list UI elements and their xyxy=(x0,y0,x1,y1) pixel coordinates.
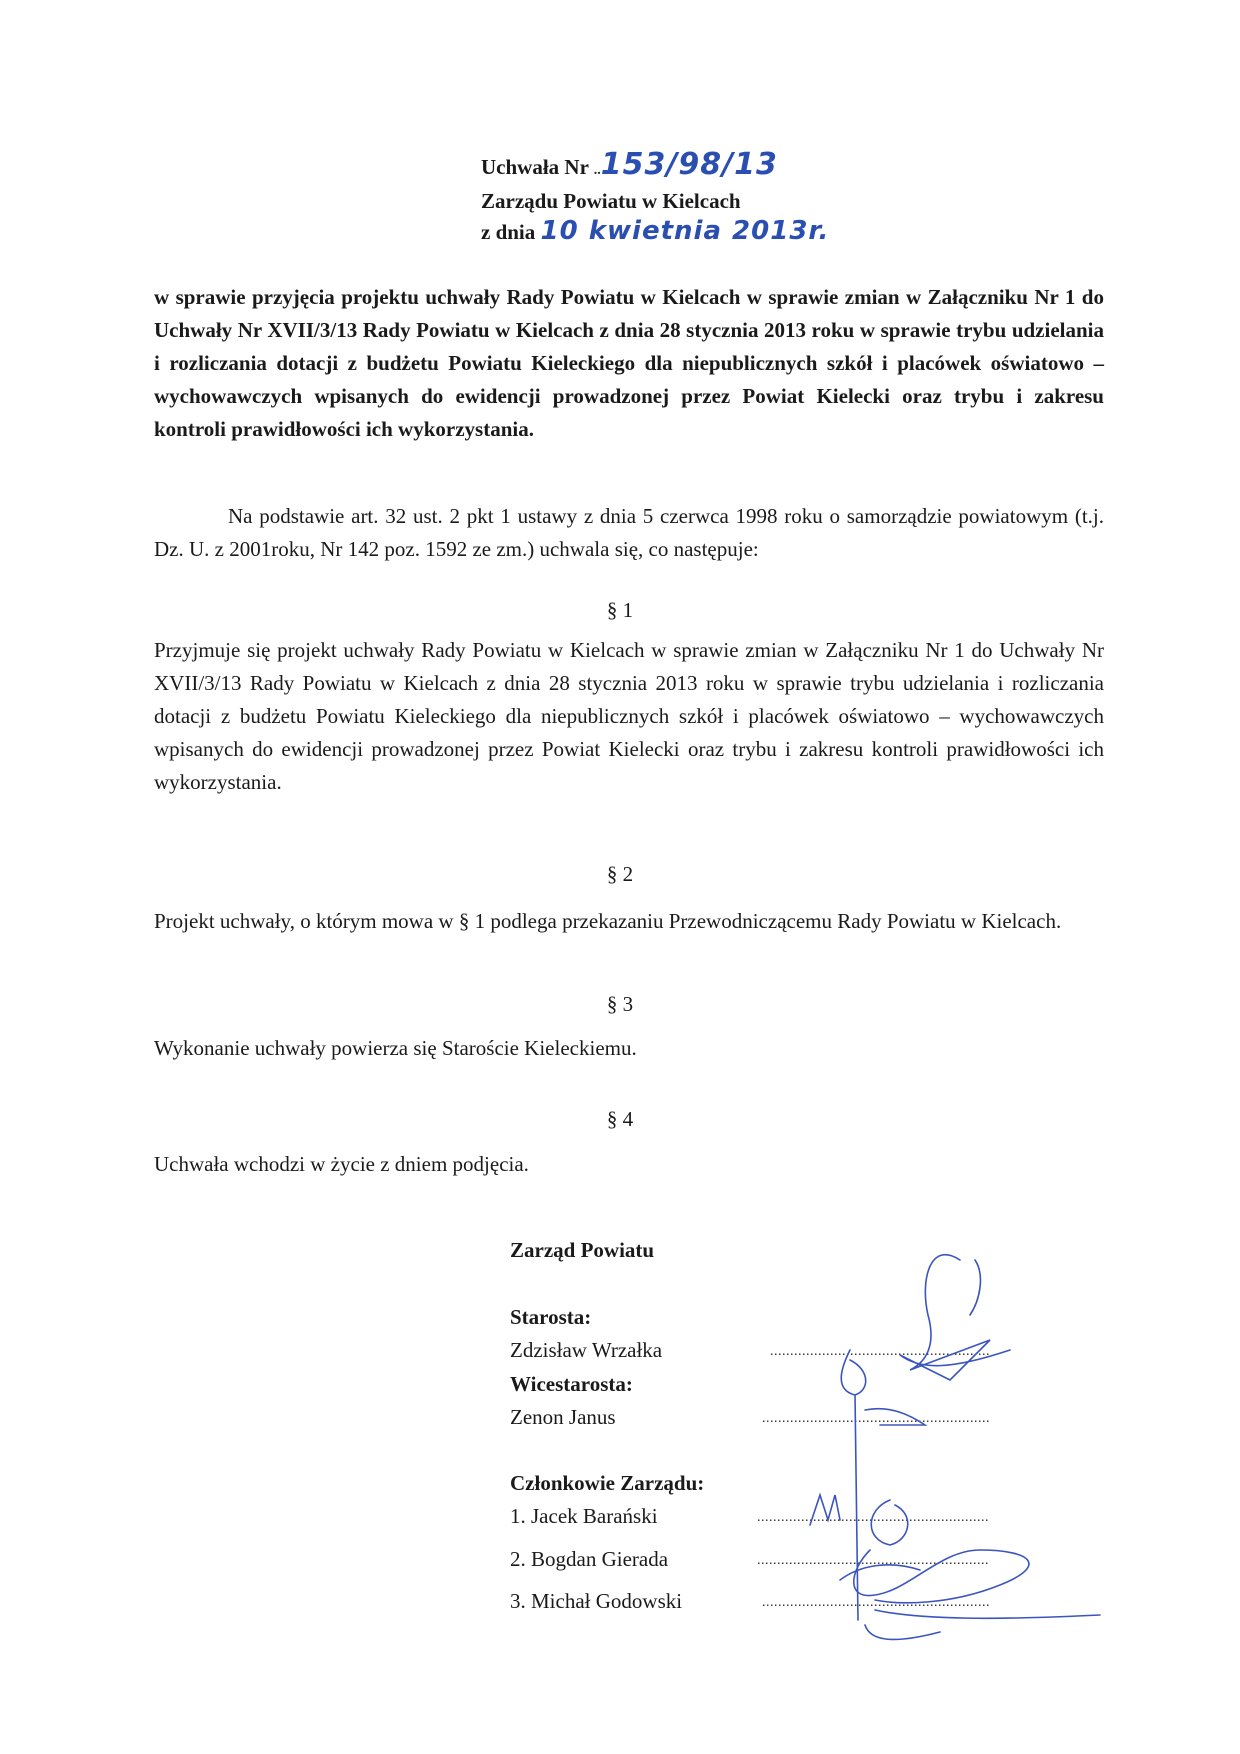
member-1-name: 1. Jacek Barański xyxy=(510,1504,658,1528)
board-signature-title: Zarząd Powiatu xyxy=(510,1238,655,1262)
section-4-text: Uchwała wchodzi w życie z dniem podjęcia. xyxy=(154,1152,529,1176)
issuing-board: Zarządu Powiatu w Kielcach xyxy=(481,189,741,213)
handwritten-signatures xyxy=(780,1220,1110,1660)
wicestarosta-name: Zenon Janus xyxy=(510,1405,616,1429)
signature-line: ....................................................... xyxy=(770,1344,990,1359)
member-2-name: 2. Bogdan Gierada xyxy=(510,1547,669,1571)
date-handwritten: 10 kwietnia 2013r. xyxy=(540,216,830,246)
section-1-text: Przyjmuje się projekt uchwały Rady Powiatu w Kielcach w sprawie zmian w Załączniku Nr 1 do Uchwały Nr XVII/3/13 Rady Powiatu w Kielcach z dnia 28 stycznia 2013 roku w sprawie trybu udzielania i rozliczania dotacji z budżetu Powiatu Kieleckiego dla niepublicznych szkół i placówek oświatowo – wychowawczych wpisanych do ewidencji prowadzonej przez Powiat Kielecki oraz trybu i zakresu kontroli prawidłowości ich wykorzystania. xyxy=(154,638,1104,794)
date-label: z dnia xyxy=(481,220,536,244)
section-4-title: § 4 xyxy=(606,1107,634,1131)
section-1-title: § 1 xyxy=(606,598,634,622)
legal-basis-preamble: Na podstawie art. 32 ust. 2 pkt 1 ustawy z dnia 5 czerwca 1998 roku o samorządzie powiatowym (t.j. Dz. U. z 2001roku, Nr 142 poz. 1592 ze zm.) uchwala się, co następuje: xyxy=(154,504,1104,561)
wicestarosta-label: Wicestarosta: xyxy=(510,1372,633,1396)
member-3-name: 3. Michał Godowski xyxy=(510,1589,683,1613)
signature-line: .......................................................... xyxy=(757,1553,989,1568)
starosta-name: Zdzisław Wrzałka xyxy=(510,1338,663,1362)
date-line xyxy=(481,216,829,247)
section-3-text: Wykonanie uchwały powierza się Staroście Kieleckiemu. xyxy=(154,1036,637,1060)
signature-line: ......................................................... xyxy=(762,1595,990,1610)
resolution-subject: w sprawie przyjęcia projektu uchwały Rady Powiatu w Kielcach w sprawie zmian w Załączniku Nr 1 do Uchwały Nr XVII/3/13 Rady Powiatu w Kielcach z dnia 28 stycznia 2013 roku w sprawie trybu udzielania i rozliczania dotacji z budżetu Powiatu Kieleckiego dla niepublicznych szkół i placówek oświatowo – wychowawczych wpisanych do ewidencji prowadzonej przez Powiat Kielecki oraz trybu i zakresu kontroli prawidłowości ich wykorzystania. xyxy=(154,285,1104,441)
resolution-number-handwritten: 153/98/13 xyxy=(600,147,778,182)
section-3-title: § 3 xyxy=(606,992,634,1016)
members-label: Członkowie Zarządu: xyxy=(510,1471,705,1495)
section-2-title: § 2 xyxy=(606,862,634,886)
signature-line: .......................................................... xyxy=(757,1510,989,1525)
resolution-label: Uchwała Nr xyxy=(481,155,589,179)
section-2-text: Projekt uchwały, o którym mowa w § 1 podlega przekazaniu Przewodniczącemu Rady Powiatu w Kielcach. xyxy=(154,909,1062,933)
signature-line: ......................................................... xyxy=(762,1411,990,1426)
starosta-label: Starosta: xyxy=(510,1305,592,1329)
resolution-number-line: Uchwała Nr ..153/98/13 xyxy=(481,147,778,182)
